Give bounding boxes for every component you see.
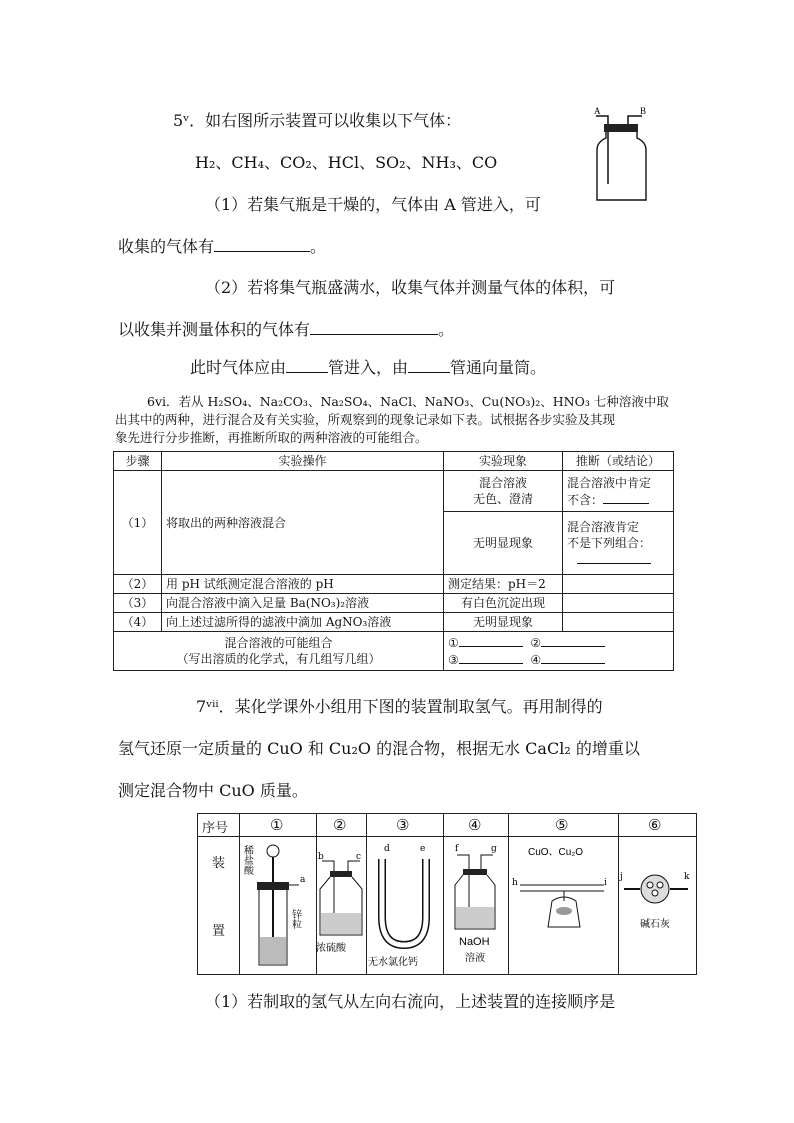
step-cell: （1） xyxy=(114,471,162,575)
header-operation: 实验操作 xyxy=(162,452,444,471)
svg-text:h: h xyxy=(512,878,518,888)
u-tube-figure xyxy=(366,837,443,973)
combination-label-cell: 混合溶液的可能组合 （写出溶质的化学式，有几组写几组） xyxy=(114,632,444,671)
q6-line3: 象先进行分步推断，再推断所取的两种溶液的可能组合。 xyxy=(115,430,428,445)
operation-cell: 向混合溶液中滴入足量 Ba(NO₃)₂溶液 xyxy=(162,594,444,613)
step-cell: （4） xyxy=(114,613,162,632)
table-row xyxy=(114,575,674,594)
q7-line1: 7ᵛⁱⁱ．某化学课外小组用下图的装置制取氢气。再用制得的 xyxy=(196,697,603,716)
svg-text:e: e xyxy=(420,844,426,854)
device-label-1: 装 xyxy=(212,856,226,871)
svg-text:a: a xyxy=(300,875,306,885)
combination-answer-cell: ① ② ③ ④ xyxy=(444,632,674,671)
svg-text:k: k xyxy=(684,872,690,882)
table-row xyxy=(114,471,674,512)
operation-cell: 将取出的两种溶液混合 xyxy=(162,471,444,575)
phenomenon-cell: 有白色沉淀出现 xyxy=(444,594,563,613)
experiment-table xyxy=(113,451,674,671)
q5-part1-line2: 收集的气体有 。 xyxy=(118,237,327,256)
device-number: ④ xyxy=(468,816,482,834)
apparatus-table xyxy=(197,813,697,975)
q5-part2-line2: 以收集并测量体积的气体有 。 xyxy=(118,320,455,339)
header-step: 步骤 xyxy=(114,452,162,471)
q5-part3: 此时气体应由 管进入，由 管通向量筒。 xyxy=(190,358,547,377)
phenomenon-cell: 无明显现象 xyxy=(444,613,563,632)
table-row xyxy=(114,594,674,613)
seq-label: 序号 xyxy=(202,821,229,836)
phenomenon-cell: 混合溶液 无色、澄清 xyxy=(444,471,563,512)
q5-gases: H₂、CH₄、CO₂、HCl、SO₂、NH₃、CO xyxy=(195,153,498,172)
svg-text:CuO、Cu₂O: CuO、Cu₂O xyxy=(528,847,584,858)
svg-text:锌粒: 锌粒 xyxy=(289,909,301,929)
soda-lime-tube-figure xyxy=(618,837,696,973)
reduction-tube-figure xyxy=(508,837,618,973)
svg-text:c: c xyxy=(356,852,362,862)
device-label-2: 置 xyxy=(212,924,226,939)
inference-cell xyxy=(563,594,674,613)
naoh-bottle-figure xyxy=(443,837,508,973)
phenomenon-cell: 无明显现象 xyxy=(444,512,563,575)
q7-sub1: （1）若制取的氢气从左向右流向，上述装置的连接顺序是 xyxy=(205,992,616,1011)
table-row xyxy=(114,632,674,671)
table-header-row xyxy=(114,452,674,471)
inference-cell: 混合溶液肯定 不是下列组合： xyxy=(563,512,674,575)
q5-part1-line1: （1）若集气瓶是干燥的，气体由 A 管进入，可 xyxy=(205,195,541,214)
step-cell: （3） xyxy=(114,594,162,613)
device-number: ① xyxy=(270,816,284,834)
device-number: ⑥ xyxy=(648,816,662,834)
bottle-label-b: B xyxy=(640,106,647,116)
svg-text:d: d xyxy=(384,844,390,854)
q5-part2-line1: （2）若将集气瓶盛满水，收集气体并测量气体的体积，可 xyxy=(205,278,616,297)
svg-text:f: f xyxy=(455,844,459,854)
step-cell: （2） xyxy=(114,575,162,594)
hydrogen-generator-figure xyxy=(239,837,316,973)
inference-cell xyxy=(563,613,674,632)
bottle-label-a: A xyxy=(594,106,601,116)
svg-text:溶液: 溶液 xyxy=(465,953,485,964)
q5-title: 5ᵛ．如右图所示装置可以收集以下气体： xyxy=(173,111,462,130)
svg-text:无水氯化钙: 无水氯化钙 xyxy=(368,957,418,968)
header-phenomenon: 实验现象 xyxy=(444,452,563,471)
device-number: ③ xyxy=(396,816,410,834)
phenomenon-cell: 测定结果：pH＝2 xyxy=(444,575,563,594)
svg-text:j: j xyxy=(620,872,623,882)
q7-line2: 氢气还原一定质量的 CuO 和 Cu₂O 的混合物，根据无水 CaCl₂ 的增重以 xyxy=(118,739,640,758)
header-inference: 推断（或结论） xyxy=(563,452,674,471)
svg-text:碱石灰: 碱石灰 xyxy=(640,919,670,930)
operation-cell: 向上述过滤所得的滤液中滴加 AgNO₃溶液 xyxy=(162,613,444,632)
svg-text:NaOH: NaOH xyxy=(459,936,490,948)
device-number: ⑤ xyxy=(555,816,569,834)
device-number: ② xyxy=(333,816,347,834)
q6-line2: 出其中的两种，进行混合及有关实验，所观察到的现象记录如下表。试根据各步实验及其现 xyxy=(115,412,616,427)
svg-text:b: b xyxy=(318,852,324,862)
q7-line3: 测定混合物中 CuO 质量。 xyxy=(118,781,308,800)
table-row xyxy=(114,613,674,632)
q6-line1: 6vi．若从 H₂SO₄、Na₂CO₃、Na₂SO₄、NaCl、NaNO₃、Cu(NO₃)₂、HNO₃ 七种溶液中取 xyxy=(147,394,669,409)
svg-text:i: i xyxy=(604,878,607,888)
svg-text:浓硫酸: 浓硫酸 xyxy=(316,943,346,954)
inference-cell: 混合溶液中肯定 不含： xyxy=(563,471,674,512)
svg-text:稀盐酸: 稀盐酸 xyxy=(241,845,253,875)
inference-cell xyxy=(563,575,674,594)
svg-text:g: g xyxy=(491,844,497,854)
gas-bottle-figure xyxy=(592,104,652,204)
conc-acid-bottle-figure xyxy=(316,837,366,973)
operation-cell: 用 pH 试纸测定混合溶液的 pH xyxy=(162,575,444,594)
